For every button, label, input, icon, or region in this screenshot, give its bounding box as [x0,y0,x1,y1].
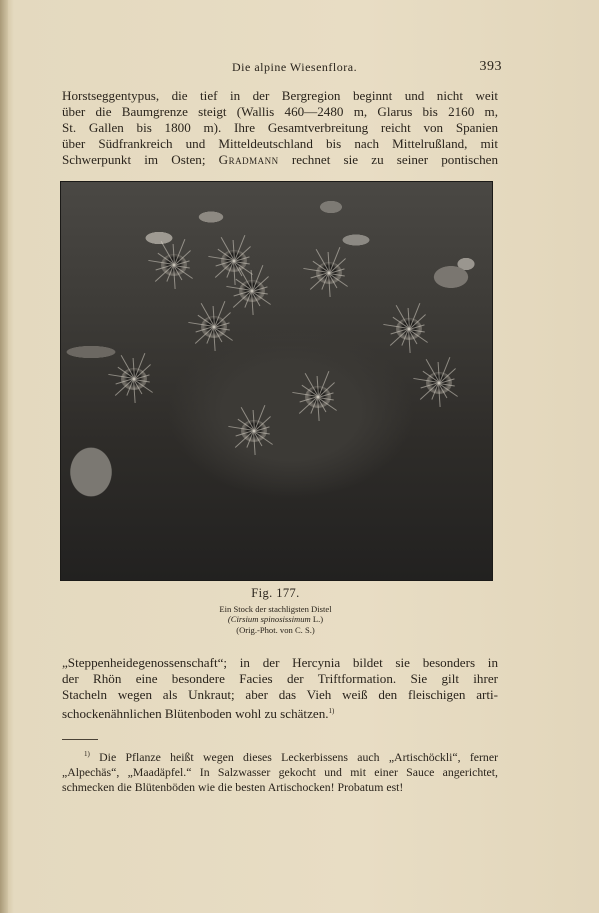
figure-credit: (Orig.-Phot. von C. S.) [236,625,315,635]
footnote-rule [62,739,98,740]
figure-caption: Ein Stock der stachligsten Distel [219,604,332,614]
footnote-line [62,747,498,765]
text-segment: Schwerpunkt im Osten; [62,152,206,167]
text-line: über Südfrankreich und Mitteldeutschland bis nach Mittelrußland, mit [62,136,498,151]
paragraph-bottom [62,655,498,722]
running-head-title: Die alpine Wiesenflora. [232,60,358,74]
text-line: St. Gallen bis 1800 m). Ihre Gesamtverbreitung reicht von Spanien [62,120,498,135]
figure-caption-species [60,614,491,624]
footnote-line: „Alpechäs“, „Maadäpfel.“ In Salzwasser gekocht und mit einer Sauce angerichtet, [62,765,498,779]
footnote-reference: 1) [328,707,335,715]
footnote-mark: 1) [84,750,90,758]
text-line: Horstseggentypus, die tief in der Bergregion beginnt und nicht weit [62,88,498,103]
page-number: 393 [479,59,502,74]
text-segment: rechnet sie zu seiner pontischen [291,152,498,167]
text-line-mixed [62,152,498,168]
text-line: über die Baumgrenze steigt (Wallis 460—2480 m, Glarus bis 2160 m, [62,104,498,119]
paragraph-top [62,88,498,168]
thistle-photograph [60,181,493,581]
page-gutter-shadow [0,0,8,913]
text-line: „Steppenheidegenossenschaft“; in der Hercynia bildet sie besonders in [62,655,498,670]
text-segment: Die Pflanze heißt wegen dieses Leckerbissens auch „Artischöckli“, ferner [99,750,498,764]
footnote [62,747,498,795]
text-line: Stacheln wegen als Unkraut; aber das Vieh weiß den fleischigen arti- [62,687,498,702]
figure-label: Fig. 177. [251,586,300,600]
species-name: (Cirsium spinosissimum [227,614,311,624]
text-segment: schockenähnlichen Blütenboden wohl zu schätzen. [62,706,329,721]
text-line [62,703,498,722]
text-line: der Rhön eine besondere Facies der Triftformation. Sie gilt ihrer [62,671,498,686]
author-name: Gradmann [218,152,279,167]
species-author: L.) [312,614,324,624]
footnote-line: schmecken die Blütenböden wie die besten Artischocken! Probatum est! [62,780,404,794]
